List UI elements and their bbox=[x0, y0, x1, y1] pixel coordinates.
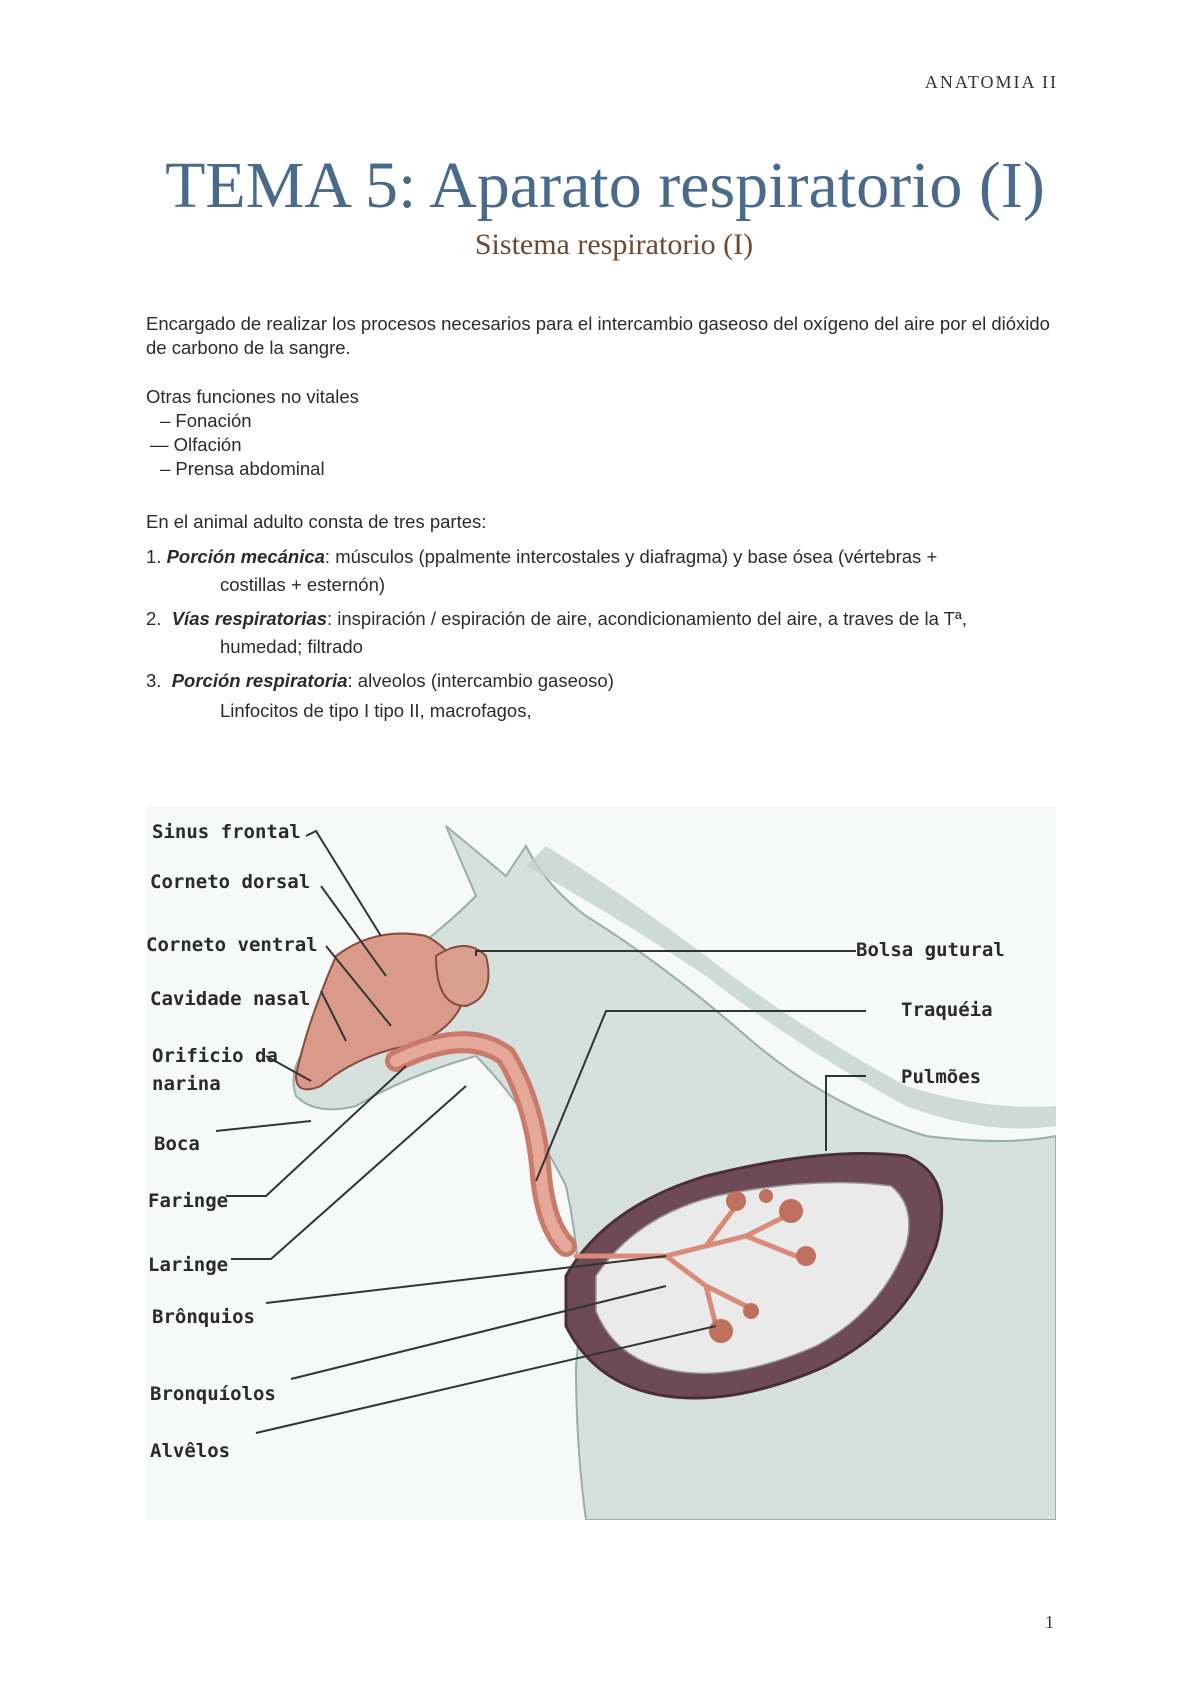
label-bronquiolos: Bronquíolos bbox=[150, 1383, 276, 1405]
item-continuation: costillas + esternón) bbox=[220, 574, 386, 595]
label-corneto-dorsal: Corneto dorsal bbox=[150, 871, 311, 893]
label-alvelos: Alvêlos bbox=[150, 1440, 231, 1462]
parts-block bbox=[146, 510, 1066, 732]
label-pulmoes: Pulmões bbox=[901, 1066, 982, 1088]
intro-paragraph: Encargado de realizar los procesos necesarios para el intercambio gaseoso del oxígeno del aire por el dióxido de carbono de la sangre. bbox=[146, 313, 1050, 358]
label-laringe: Laringe bbox=[148, 1254, 229, 1276]
label-bronquios: Brônquios bbox=[152, 1306, 255, 1328]
list-item bbox=[146, 542, 1066, 598]
horse-respiratory-figure bbox=[146, 806, 1056, 1520]
header-course-name: ANATOMIA II bbox=[924, 72, 1058, 92]
label-boca: Boca bbox=[154, 1133, 200, 1155]
item-term: Porción respiratoria bbox=[171, 670, 348, 691]
item-term: Vías respiratorias bbox=[171, 608, 327, 629]
page-title: TEMA 5: Aparato respiratorio (I) bbox=[165, 149, 1045, 222]
item-continuation: Linfocitos de tipo I tipo II, macrofagos, bbox=[220, 700, 532, 721]
parts-heading: En el animal adulto consta de tres partes: bbox=[146, 511, 487, 532]
label-narina: narina bbox=[152, 1073, 221, 1095]
item-number: 1. bbox=[146, 546, 162, 567]
item-text: : inspiración / espiración de aire, acondicionamiento del aire, a traves de la Tª, bbox=[327, 608, 967, 629]
list-item: – Fonación bbox=[160, 410, 252, 431]
label-cavidade-nasal: Cavidade nasal bbox=[150, 988, 311, 1010]
list-item: — Olfación bbox=[150, 434, 242, 455]
item-number: 3. bbox=[146, 670, 162, 691]
item-text: : alveolos (intercambio gaseoso) bbox=[347, 670, 614, 691]
other-functions-block bbox=[146, 385, 1066, 481]
horse-illustration bbox=[146, 806, 1056, 1520]
label-sinus-frontal: Sinus frontal bbox=[152, 821, 301, 843]
list-item bbox=[146, 666, 1066, 726]
other-functions-heading: Otras funciones no vitales bbox=[146, 386, 359, 407]
item-number: 2. bbox=[146, 608, 162, 629]
item-text: : músculos (ppalmente intercostales y diafragma) y base ósea (vértebras + bbox=[324, 546, 938, 567]
item-term: Porción mecánica bbox=[166, 546, 325, 567]
label-corneto-ventral: Corneto ventral bbox=[146, 934, 318, 956]
parts-list bbox=[146, 542, 1066, 726]
label-faringe: Faringe bbox=[148, 1190, 229, 1212]
item-continuation: humedad; filtrado bbox=[220, 636, 363, 657]
label-bolsa-gutural: Bolsa gutural bbox=[856, 939, 1005, 961]
label-orificio-da: Orificio da bbox=[152, 1045, 278, 1067]
list-item: – Prensa abdominal bbox=[160, 458, 325, 479]
label-traqueia: Traquéia bbox=[901, 999, 993, 1021]
page-subtitle: Sistema respiratorio (I) bbox=[474, 228, 754, 261]
list-item bbox=[146, 604, 1066, 660]
page-number: 1 bbox=[1045, 1612, 1054, 1632]
